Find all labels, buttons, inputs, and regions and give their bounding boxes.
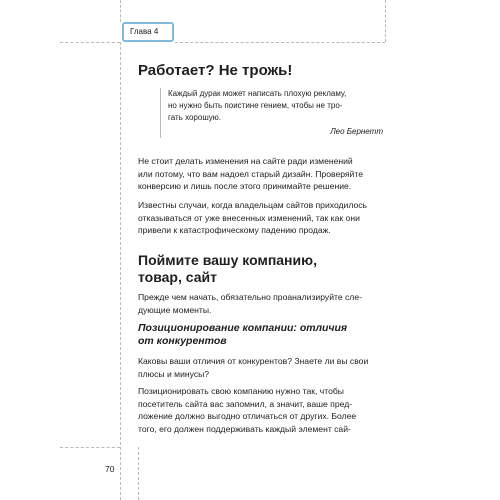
guide-horizontal-top xyxy=(60,42,120,43)
guide-horizontal-bottom xyxy=(60,447,120,448)
paragraph-1 xyxy=(138,155,378,193)
intro-paragraph xyxy=(138,291,378,316)
text-line: Не стоит делать изменения на сайте ради изменений xyxy=(138,156,353,166)
section-title: Работает? Не трожь! xyxy=(138,62,293,79)
text-line: ложение должно выгодно отличаться от других. Более xyxy=(138,411,357,421)
paragraph-3 xyxy=(138,355,378,380)
text-line: плюсы и минусы? xyxy=(138,368,210,379)
text-line: Каковы ваши отличия от конкурентов? Знаете ли вы свои xyxy=(138,356,369,366)
paragraph-4 xyxy=(138,385,378,435)
text-line: того, его должен поддерживать каждый элемент сай- xyxy=(138,423,351,434)
paragraph-2 xyxy=(138,199,378,237)
subheading-line: Поймите вашу компанию, xyxy=(138,252,317,268)
subsection-title xyxy=(138,322,378,348)
guide-vertical-left xyxy=(120,0,121,22)
text-line: посетитель сайта вас запомнил, а значит, ваше пред- xyxy=(138,398,353,409)
subheading-line: товар, сайт xyxy=(138,269,217,285)
guide-horizontal-top-2 xyxy=(175,42,385,43)
epigraph-line: но нужно быть поистине гением, чтобы не тро- xyxy=(168,101,343,110)
subsection-line: Позиционирование компании: отличия xyxy=(138,322,348,334)
subsection-line: от конкурентов xyxy=(138,335,227,347)
epigraph-line: Каждый дурак может написать плохую рекламу, xyxy=(168,89,347,98)
guide-vertical-right xyxy=(385,0,386,42)
epigraph-author: Лео Бернетт xyxy=(330,127,383,136)
text-line: Известны случаи, когда владельцам сайтов приходилось xyxy=(138,200,368,210)
text-line: привели к катастрофическому падению продаж. xyxy=(138,225,331,235)
text-line: конверсию и лишь после этого принимайте решение. xyxy=(138,181,352,191)
page-number: 70 xyxy=(105,464,115,474)
epigraph-line: гать хорошую. xyxy=(168,113,221,122)
subheading xyxy=(138,252,378,286)
epigraph xyxy=(160,88,383,138)
text-line: Позиционировать свою компанию нужно так, чтобы xyxy=(138,386,344,396)
chapter-tab: Глава 4 xyxy=(122,22,174,42)
text-line: дующие моменты. xyxy=(138,304,212,315)
guide-vertical-gutter xyxy=(138,447,139,500)
text-line: Прежде чем начать, обязательно проанализируйте сле- xyxy=(138,292,362,302)
text-line: или потому, что вам надоел старый дизайн. Проверяйте xyxy=(138,168,363,179)
text-line: отказываться от уже внесенных изменений, так как они xyxy=(138,212,360,223)
guide-vertical-left-2 xyxy=(120,42,121,500)
